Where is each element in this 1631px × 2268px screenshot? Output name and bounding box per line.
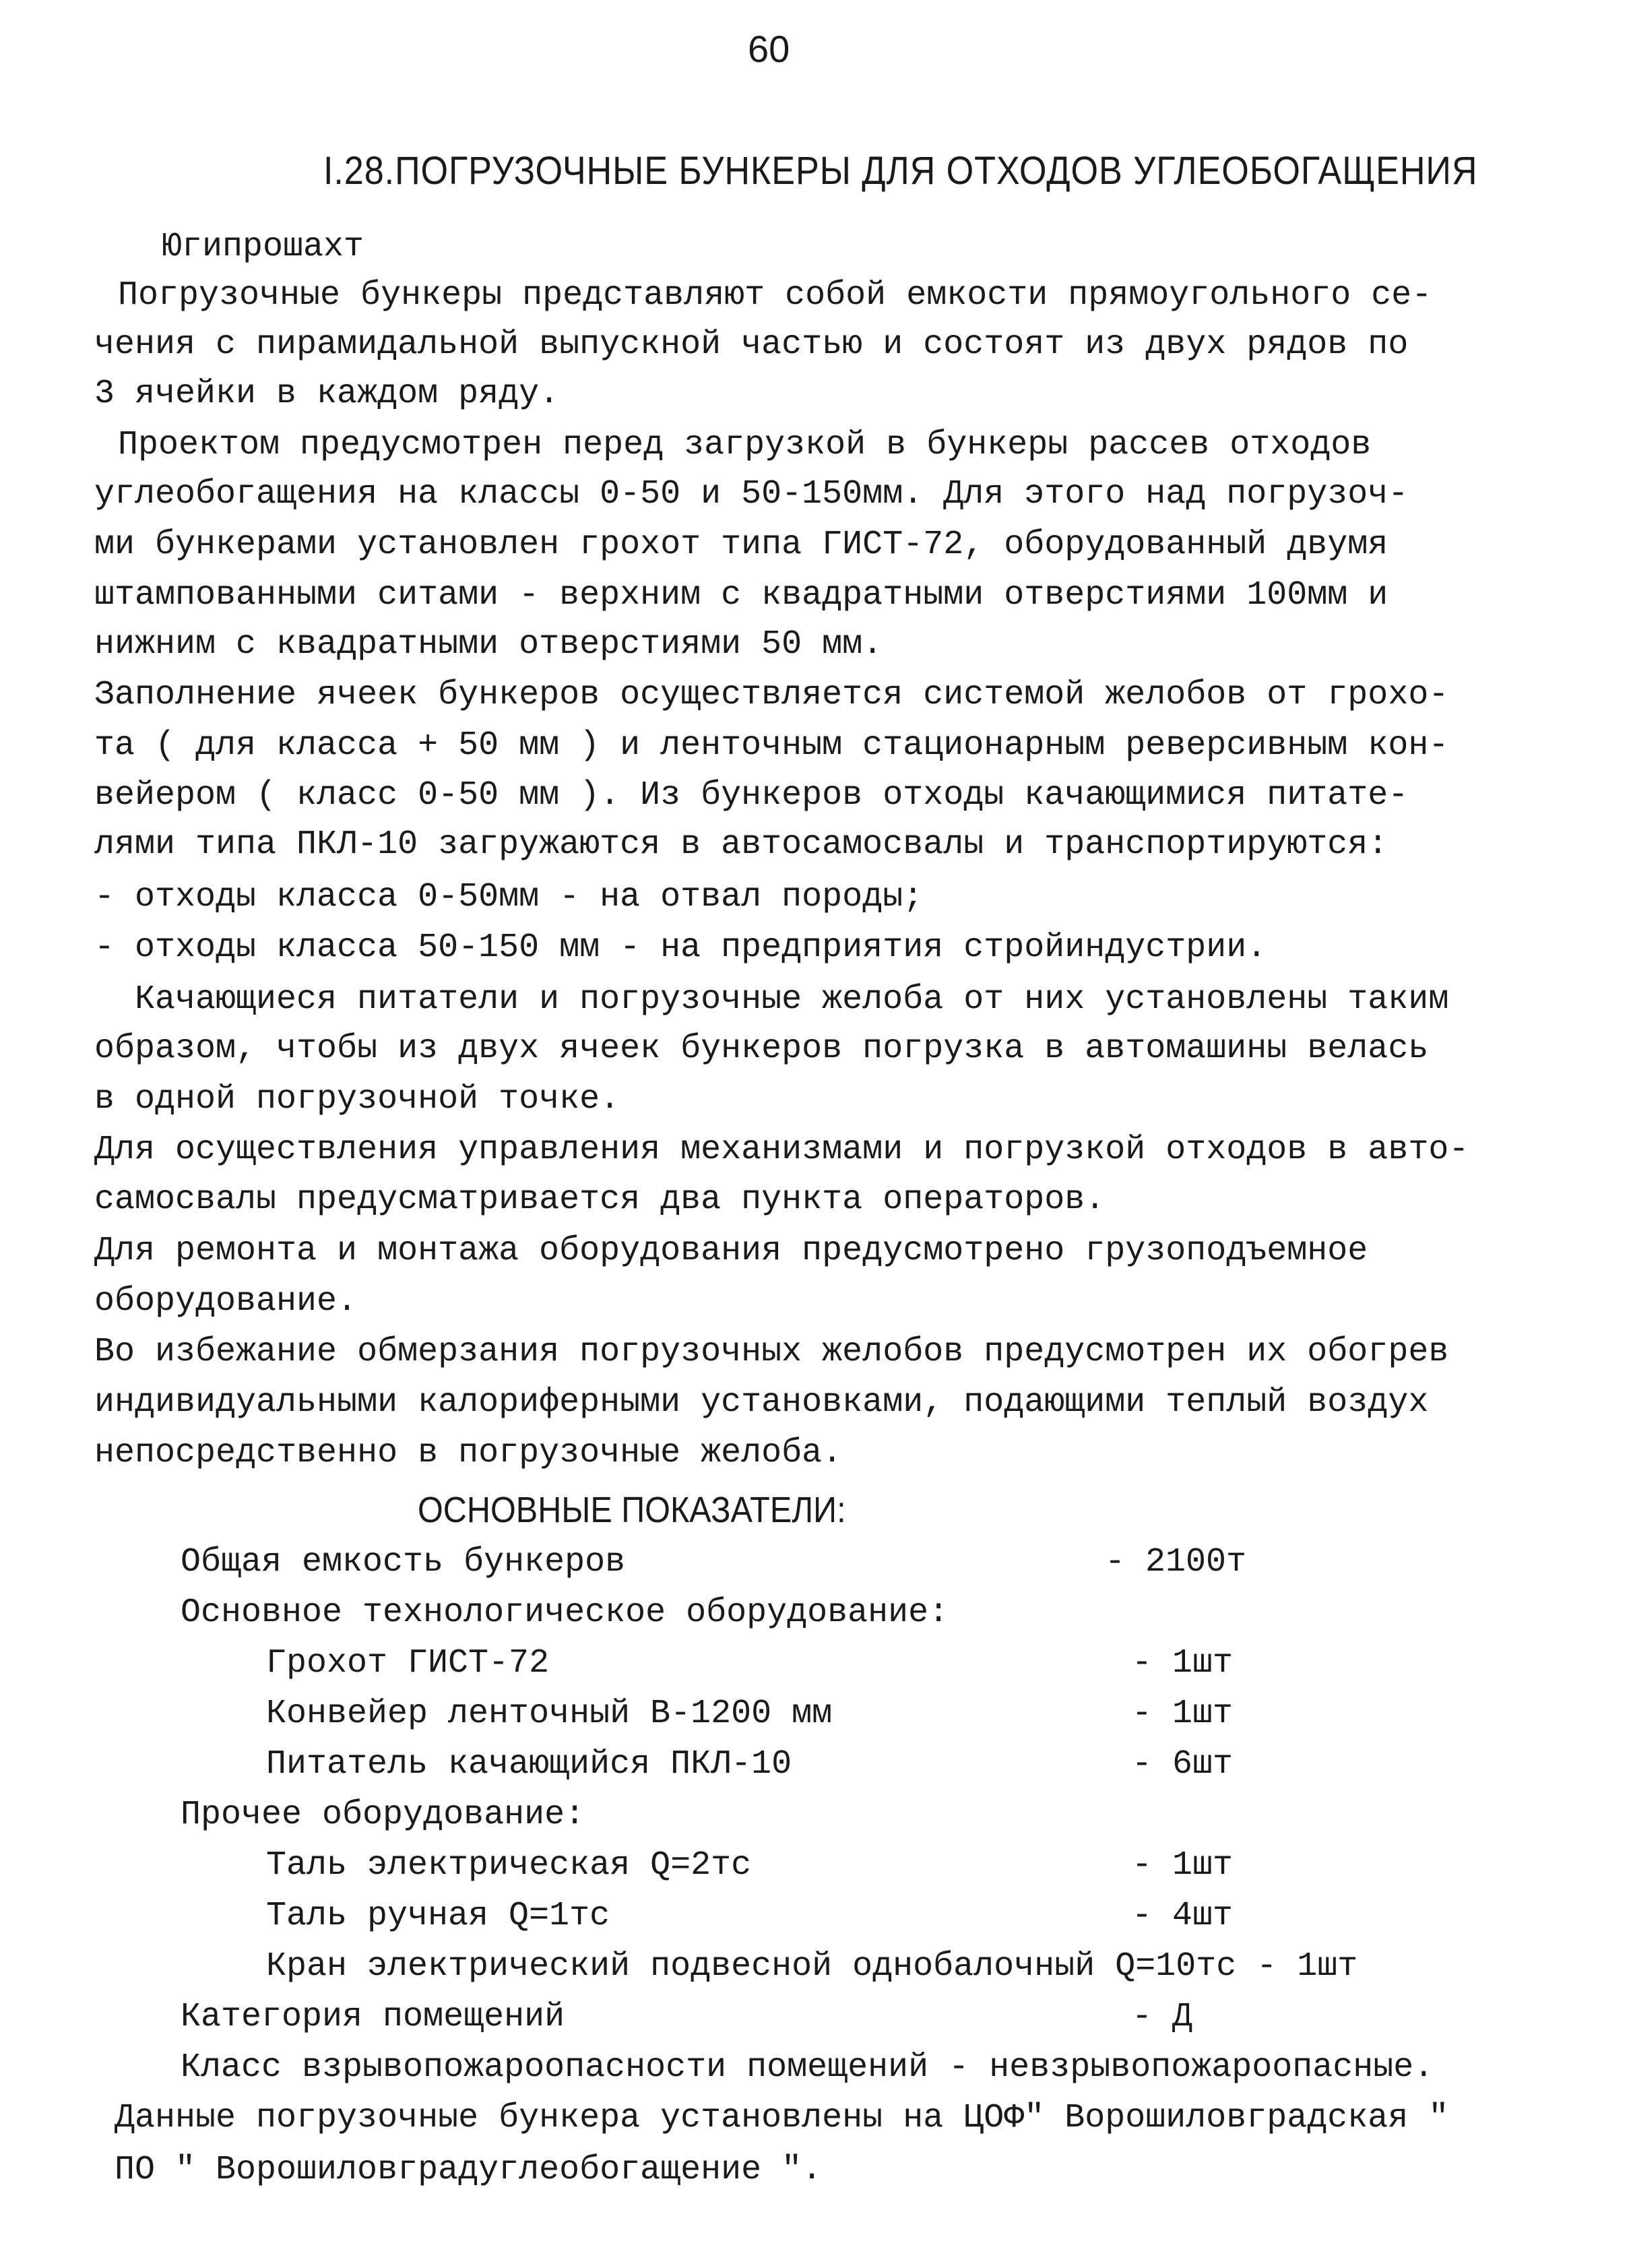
other-equipment-qty: - 1шт xyxy=(1132,1846,1234,1885)
main-equipment-qty: - 1шт xyxy=(1132,1695,1234,1733)
other-equipment-name: Таль электрическая Q=2тс xyxy=(266,1846,752,1885)
paragraph-line: индивидуальными калориферными установками, подающими теплый воздух xyxy=(94,1383,1429,1422)
paragraph-line: Качающиеся питатели и погрузочные желоба от них установлены таким xyxy=(135,980,1449,1019)
paragraph-line: 3 ячейки в каждом ряду. xyxy=(94,375,560,413)
page-number: 60 xyxy=(748,28,790,70)
paragraph-line: углеобогащения на классы 0-50 и 50-150мм. Для этого над погрузоч- xyxy=(94,475,1409,513)
closing-line: Данные погрузочные бункера установлены на ЦОФ" Ворошиловградская " xyxy=(115,2099,1449,2137)
paragraph-line: вейером ( класс 0-50 мм ). Из бункеров отходы качающимися питате- xyxy=(94,776,1409,815)
main-equipment-name: Конвейер ленточный В-1200 мм xyxy=(266,1695,833,1733)
organization-name: Югипрошахт xyxy=(162,228,364,266)
paragraph-line: лями типа ПКЛ-10 загружаются в автосамосвалы и транспортируются: xyxy=(94,825,1388,864)
paragraph-line: ми бункерами установлен грохот типа ГИСТ-72, оборудованный двумя xyxy=(94,526,1388,564)
other-equipment-name: Таль ручная Q=1тс xyxy=(266,1897,610,1935)
explosion-class-line: Класс взрывопожароопасности помещений - невзрывопожароопасные. xyxy=(181,2048,1434,2087)
paragraph-line: Во избежание обмерзания погрузочных желобов предусмотрен их обогрев xyxy=(94,1333,1449,1371)
paragraph-line: оборудование. xyxy=(94,1282,358,1321)
section-title: ОСНОВНЫЕ ПОКАЗАТЕЛИ: xyxy=(418,1490,846,1530)
paragraph-line: та ( для класса + 50 мм ) и ленточным стационарным реверсивным кон- xyxy=(94,726,1449,765)
paragraph-line: нижним с квадратными отверстиями 50 мм. xyxy=(94,625,883,664)
other-equipment-label: Прочее оборудование: xyxy=(181,1796,585,1834)
main-equipment-name: Питатель качающийся ПКЛ-10 xyxy=(266,1745,792,1784)
paragraph-line: - отходы класса 0-50мм - на отвал породы; xyxy=(94,878,924,916)
room-category-label: Категория помещений xyxy=(181,1998,565,2036)
paragraph-line: образом, чтобы из двух ячеек бункеров погрузка в автомашины велась xyxy=(94,1030,1429,1068)
main-equipment-label: Основное технологическое оборудование: xyxy=(181,1594,949,1632)
paragraph-line: штампованными ситами - верхним с квадратными отверстиями 100мм и xyxy=(94,576,1388,615)
closing-line: ПО " Ворошиловградуглеобогащение ". xyxy=(115,2151,823,2189)
paragraph-line: Для ремонта и монтажа оборудования предусмотрено грузоподъемное xyxy=(94,1232,1368,1270)
room-category-value: - Д xyxy=(1132,1998,1193,2036)
paragraph-line: чения с пирамидальной выпускной частью и состоят из двух рядов по xyxy=(94,325,1409,364)
total-capacity-value: - 2100т xyxy=(1105,1543,1247,1581)
other-equipment-qty: - 4шт xyxy=(1132,1897,1234,1935)
crane-line: Кран электрический подвесной однобалочный Q=10тс - 1шт xyxy=(266,1947,1358,1986)
paragraph-line: Погрузочные бункеры представляют собой емкости прямоугольного се- xyxy=(118,276,1432,315)
page-heading: I.28.ПОГРУЗОЧНЫЕ БУНКЕРЫ ДЛЯ ОТХОДОВ УГЛЕОБОГАЩЕНИЯ xyxy=(323,149,1478,193)
paragraph-line: Проектом предусмотрен перед загрузкой в бункеры рассев отходов xyxy=(118,426,1372,464)
main-equipment-qty: - 6шт xyxy=(1132,1745,1234,1784)
paragraph-line: в одной погрузочной точке. xyxy=(94,1080,620,1119)
total-capacity-label: Общая емкость бункеров xyxy=(181,1543,626,1581)
paragraph-line: Для осуществления управления механизмами и погрузкой отходов в авто- xyxy=(94,1131,1469,1169)
main-equipment-qty: - 1шт xyxy=(1132,1644,1234,1682)
paragraph-line: самосвалы предусматривается два пункта операторов. xyxy=(94,1180,1106,1219)
paragraph-line: - отходы класса 50-150 мм - на предприятия стройиндустрии. xyxy=(94,928,1267,967)
paragraph-line: Заполнение ячеек бункеров осуществляется системой желобов от грохо- xyxy=(94,676,1449,714)
main-equipment-name: Грохот ГИСТ-72 xyxy=(266,1644,550,1682)
paragraph-line: непосредственно в погрузочные желоба. xyxy=(94,1434,843,1472)
